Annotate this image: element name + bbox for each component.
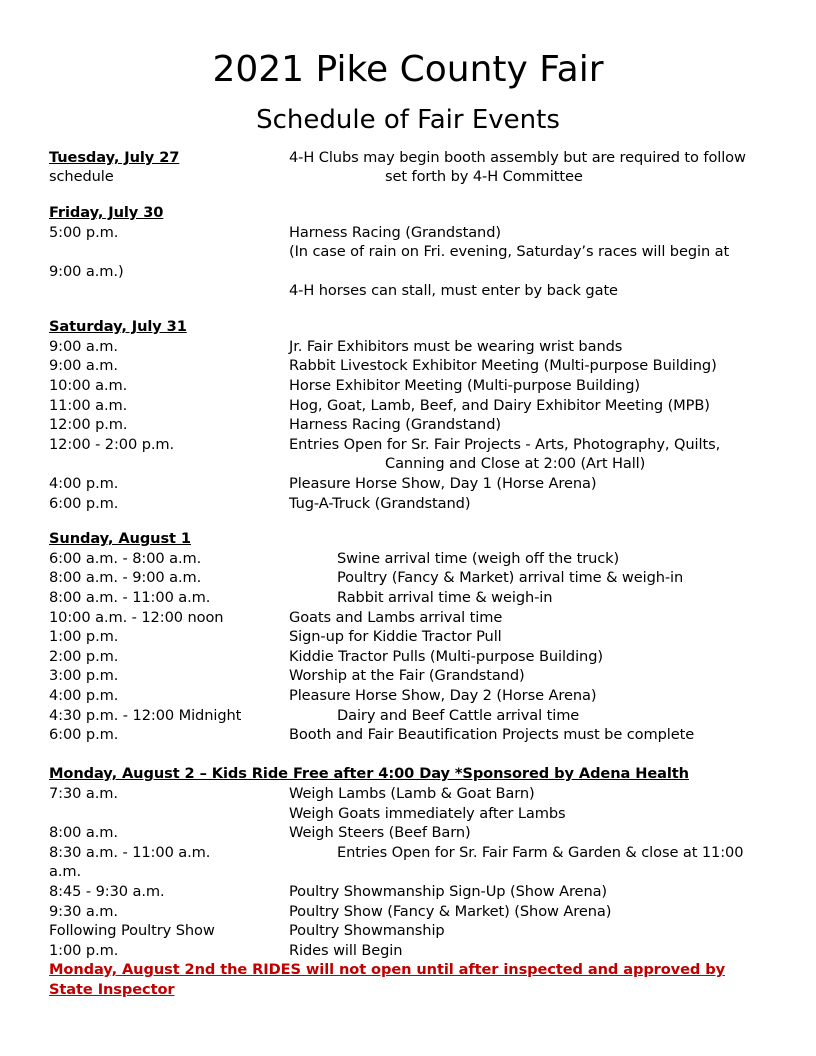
event-text: Kiddie Tractor Pulls (Multi-purpose Building) <box>289 648 603 665</box>
rides-notice: Monday, August 2nd the RIDES will not open until after inspected and approved by <box>49 961 725 978</box>
event-text: Weigh Steers (Beef Barn) <box>289 824 471 841</box>
event-text: Booth and Fair Beautification Projects must be complete <box>289 726 695 743</box>
event-text: Harness Racing (Grandstand) <box>289 224 501 241</box>
event-time: 12:00 p.m. <box>49 416 128 433</box>
event-text: set forth by 4-H Committee <box>385 168 583 185</box>
event-time: 8:00 a.m. - 11:00 a.m. <box>49 589 211 606</box>
event-text: 4-H horses can stall, must enter by back gate <box>289 282 618 299</box>
event-time: 2:00 p.m. <box>49 648 119 665</box>
event-text: Poultry Showmanship Sign-Up (Show Arena) <box>289 883 608 900</box>
event-time: 9:30 a.m. <box>49 903 118 920</box>
event-time: 4:30 p.m. - 12:00 Midnight <box>49 707 242 724</box>
event-time: 8:30 a.m. - 11:00 a.m. <box>49 844 211 861</box>
event-time: 10:00 a.m. - 12:00 noon <box>49 609 224 626</box>
event-text: Entries Open for Sr. Fair Farm & Garden & close at 11:00 <box>337 844 744 861</box>
event-time: 4:00 p.m. <box>49 475 119 492</box>
event-time: 11:00 a.m. <box>49 397 128 414</box>
event-text: Horse Exhibitor Meeting (Multi-purpose Building) <box>289 377 641 394</box>
rides-notice: State Inspector <box>49 981 175 998</box>
day-heading-sunday: Sunday, August 1 <box>49 530 191 547</box>
day-heading-friday: Friday, July 30 <box>49 204 164 221</box>
event-text: Dairy and Beef Cattle arrival time <box>337 707 580 724</box>
event-time: 8:00 a.m. - 9:00 a.m. <box>49 569 202 586</box>
event-text: Goats and Lambs arrival time <box>289 609 503 626</box>
event-time: 6:00 p.m. <box>49 726 119 743</box>
event-text: (In case of rain on Fri. evening, Saturday’s races will begin at <box>289 243 730 260</box>
page-subtitle: Schedule of Fair Events <box>256 105 560 135</box>
event-text: Worship at the Fair (Grandstand) <box>289 667 525 684</box>
event-text: Weigh Lambs (Lamb & Goat Barn) <box>289 785 535 802</box>
event-time: 8:45 - 9:30 a.m. <box>49 883 165 900</box>
event-time: 5:00 p.m. <box>49 224 119 241</box>
event-text: Pleasure Horse Show, Day 2 (Horse Arena) <box>289 687 597 704</box>
event-text: schedule <box>49 168 114 185</box>
event-text: Poultry (Fancy & Market) arrival time & weigh-in <box>337 569 684 586</box>
event-time: Following Poultry Show <box>49 922 215 939</box>
event-time: 3:00 p.m. <box>49 667 119 684</box>
event-text: Canning and Close at 2:00 (Art Hall) <box>385 455 646 472</box>
event-text: Harness Racing (Grandstand) <box>289 416 501 433</box>
day-heading-tuesday: Tuesday, July 27 <box>49 149 180 166</box>
event-text: Weigh Goats immediately after Lambs <box>289 805 566 822</box>
event-text: Hog, Goat, Lamb, Beef, and Dairy Exhibitor Meeting (MPB) <box>289 397 710 414</box>
event-time: 1:00 p.m. <box>49 628 119 645</box>
event-time: 6:00 a.m. - 8:00 a.m. <box>49 550 202 567</box>
event-time: a.m. <box>49 863 82 880</box>
event-text: Rabbit arrival time & weigh-in <box>337 589 553 606</box>
event-time: 12:00 - 2:00 p.m. <box>49 436 175 453</box>
event-text: Pleasure Horse Show, Day 1 (Horse Arena) <box>289 475 597 492</box>
event-text: Sign-up for Kiddie Tractor Pull <box>289 628 502 645</box>
event-text: Tug-A-Truck (Grandstand) <box>289 495 471 512</box>
event-text: Swine arrival time (weigh off the truck) <box>337 550 620 567</box>
event-text: Jr. Fair Exhibitors must be wearing wrist bands <box>289 338 623 355</box>
event-text: 4-H Clubs may begin booth assembly but are required to follow <box>289 149 746 166</box>
event-time: 6:00 p.m. <box>49 495 119 512</box>
event-time: 7:30 a.m. <box>49 785 118 802</box>
event-time: 1:00 p.m. <box>49 942 119 959</box>
event-time: 9:00 a.m. <box>49 338 118 355</box>
event-text: Poultry Showmanship <box>289 922 445 939</box>
event-time: 9:00 a.m.) <box>49 263 124 280</box>
event-text: Entries Open for Sr. Fair Projects - Arts, Photography, Quilts, <box>289 436 721 453</box>
event-time: 4:00 p.m. <box>49 687 119 704</box>
event-time: 10:00 a.m. <box>49 377 128 394</box>
event-text: Rides will Begin <box>289 942 403 959</box>
day-heading-saturday: Saturday, July 31 <box>49 318 187 335</box>
day-heading-monday: Monday, August 2 – Kids Ride Free after 4:00 Day *Sponsored by Adena Health <box>49 765 689 782</box>
event-time: 9:00 a.m. <box>49 357 118 374</box>
event-text: Rabbit Livestock Exhibitor Meeting (Multi-purpose Building) <box>289 357 717 374</box>
event-text: Poultry Show (Fancy & Market) (Show Arena) <box>289 903 612 920</box>
event-time: 8:00 a.m. <box>49 824 118 841</box>
page-title: 2021 Pike County Fair <box>212 49 604 90</box>
